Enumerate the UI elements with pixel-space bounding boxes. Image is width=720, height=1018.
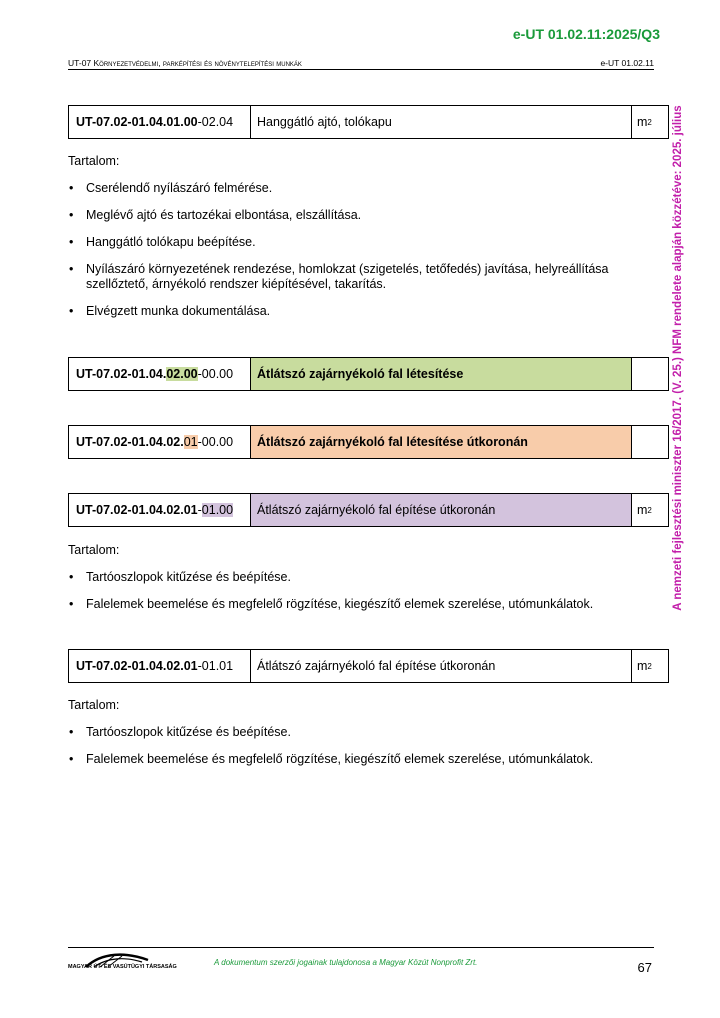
item-code-main: UT-07.02-01.04.02.01 xyxy=(76,503,198,517)
list-item: • Falelemek beemelése és megfelelő rögzítése, kiegészítő elemek szerelése, utómunkálatok. xyxy=(68,752,658,767)
item-code-suffix: -00.00 xyxy=(197,367,234,381)
item-code-highlight: 01.00 xyxy=(201,503,234,517)
item-unit xyxy=(632,358,668,390)
item-code-suffix: -02.04 xyxy=(197,115,234,129)
item-unit xyxy=(632,106,668,138)
item-code-suffix: -01.01 xyxy=(197,659,234,673)
society-logo-text: MAGYAR ÚT- ÉS VASÚTÜGYI TÁRSASÁG xyxy=(68,964,177,970)
item-code xyxy=(69,358,251,390)
copyright-notice: A dokumentum szerzői jogainak tulajdonosa a Magyar Közút Nonprofit Zrt. xyxy=(214,958,478,967)
item-code xyxy=(69,426,251,458)
item-code-main: UT-07.02-01.04.01.00 xyxy=(76,115,198,129)
publication-note: A nemzeti fejlesztési miniszter 16/2017. (V. 25.) NFM rendelete alapján közzétéve: 2025. július xyxy=(672,105,684,611)
item-title: Átlátszó zajárnyékoló fal létesítése xyxy=(251,358,632,390)
content-label: Tartalom: xyxy=(68,154,120,168)
item-unit xyxy=(632,494,668,526)
item-code-dash: - xyxy=(197,503,202,517)
item-title: Átlátszó zajárnyékoló fal építése útkoronán xyxy=(251,650,632,682)
header-doc-ref: e-UT 01.02.11 xyxy=(600,58,654,68)
list-item: • Meglévő ajtó és tartozékai elbontása, elszállítása. xyxy=(68,208,658,223)
unit-exponent: 2 xyxy=(647,661,652,671)
header-chapter-prefix: UT-07 xyxy=(68,58,94,68)
page-number: 67 xyxy=(637,960,652,975)
item-code-main: UT-07.02-01.04. xyxy=(76,367,167,381)
unit-exponent: 2 xyxy=(647,505,652,515)
item-header-table xyxy=(68,649,669,683)
list-item: • Tartóoszlopok kitűzése és beépítése. xyxy=(68,570,658,585)
unit-base: m xyxy=(637,115,648,129)
list-item: • Falelemek beemelése és megfelelő rögzítése, kiegészítő elemek szerelése, utómunkálatok. xyxy=(68,597,658,612)
list-item: • Tartóoszlopok kitűzése és beépítése. xyxy=(68,725,658,740)
item-title: Átlátszó zajárnyékoló fal létesítése útkoronán xyxy=(251,426,632,458)
item-header-table xyxy=(68,105,669,139)
unit-base: m xyxy=(637,503,648,517)
footer-divider xyxy=(68,947,654,948)
item-unit xyxy=(632,426,668,458)
list-item: • Elvégzett munka dokumentálása. xyxy=(68,304,658,319)
list-item: • Cserélendő nyílászáró felmérése. xyxy=(68,181,658,196)
item-code-main: UT-07.02-01.04.02. xyxy=(76,435,184,449)
header-chapter-title: Környezetvédelmi, parképítési és növénytelepítési munkák xyxy=(93,58,302,68)
item-code xyxy=(69,650,251,682)
item-code xyxy=(69,106,251,138)
item-header-table xyxy=(68,357,669,391)
content-list xyxy=(68,181,658,319)
item-header-table xyxy=(68,425,669,459)
item-header-table xyxy=(68,493,669,527)
content-list xyxy=(68,570,658,612)
item-code xyxy=(69,494,251,526)
header-chapter xyxy=(68,58,302,68)
item-code-main: UT-07.02-01.04.02.01 xyxy=(76,659,198,673)
content-label: Tartalom: xyxy=(68,698,120,712)
content-label: Tartalom: xyxy=(68,543,120,557)
running-header xyxy=(68,58,654,70)
item-code-highlight: 02.00 xyxy=(166,367,198,381)
list-item: • Nyílászáró környezetének rendezése, homlokzat (szigetelés, tetőfedés) javítása, helyreállítása szellőztető, árnyékoló rendszer kiépítésével, takarítás. xyxy=(68,262,658,292)
unit-base: m xyxy=(637,659,648,673)
unit-exponent: 2 xyxy=(647,117,652,127)
item-title: Átlátszó zajárnyékoló fal építése útkoronán xyxy=(251,494,632,526)
item-title: Hanggátló ajtó, tolókapu xyxy=(251,106,632,138)
item-unit xyxy=(632,650,668,682)
item-code-highlight: 01 xyxy=(183,435,198,449)
list-item: • Hanggátló tolókapu beépítése. xyxy=(68,235,658,250)
document-code: e-UT 01.02.11:2025/Q3 xyxy=(512,26,660,42)
item-code-suffix: -00.00 xyxy=(197,435,234,449)
content-list xyxy=(68,725,658,767)
